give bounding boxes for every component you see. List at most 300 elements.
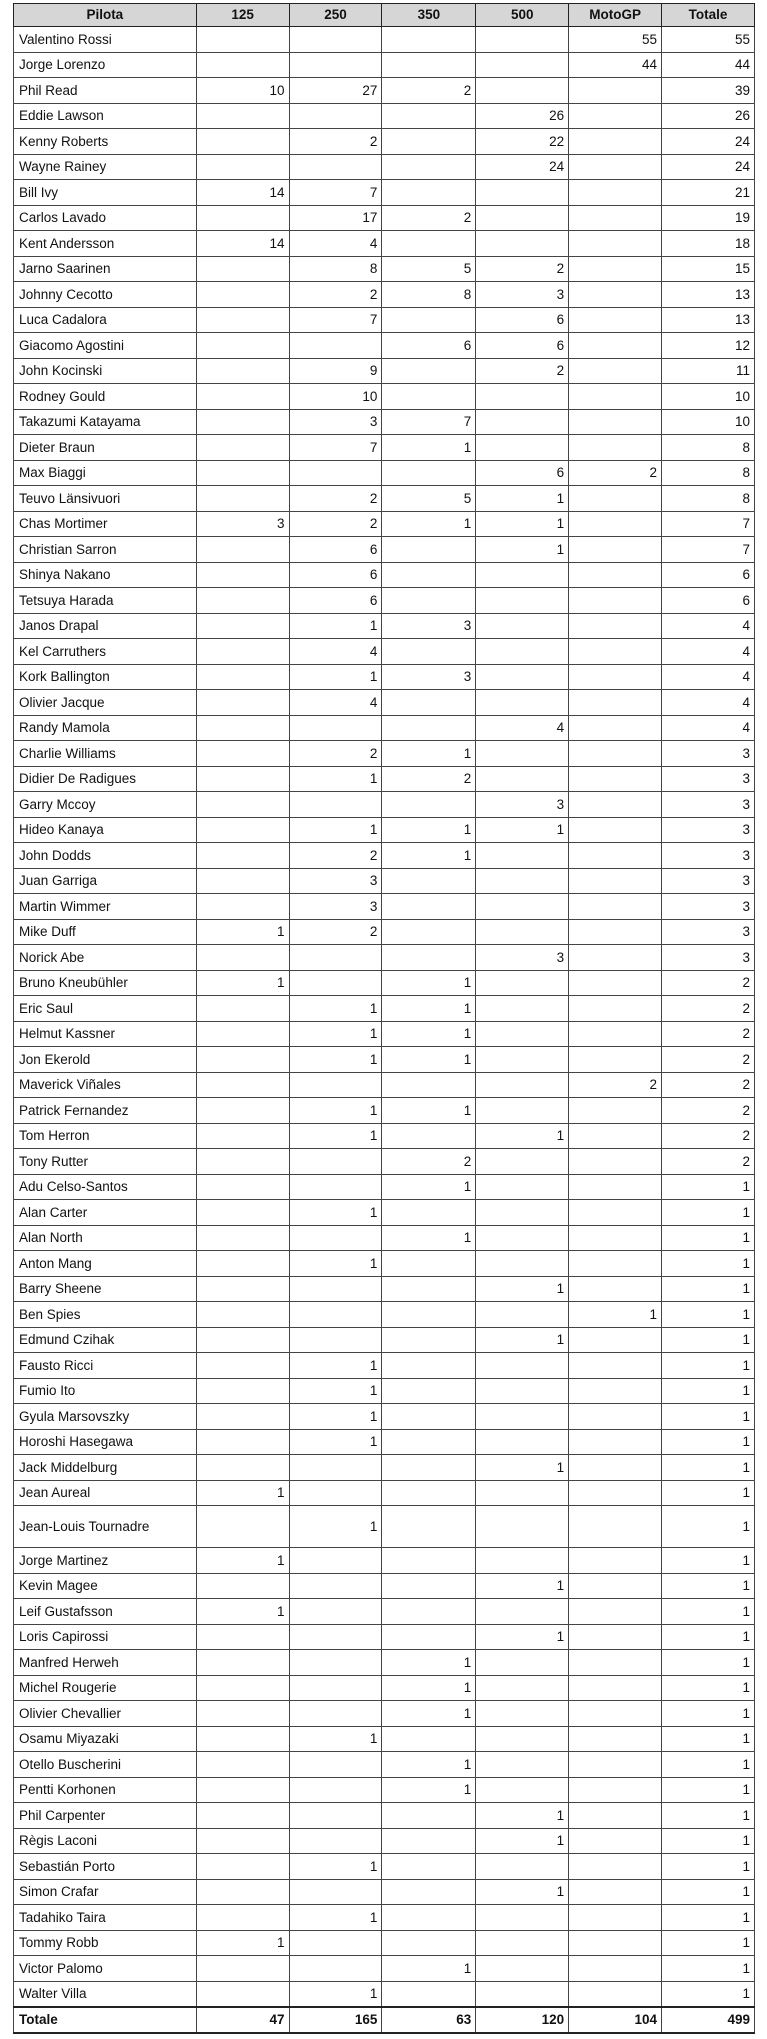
cell-motogp bbox=[569, 486, 662, 512]
cell-motogp: 44 bbox=[569, 52, 662, 78]
cell-motogp bbox=[569, 588, 662, 614]
cell-250: 1 bbox=[289, 1726, 382, 1752]
cell-350 bbox=[382, 868, 476, 894]
cell-totale: 3 bbox=[662, 843, 755, 869]
cell-totale: 24 bbox=[662, 129, 755, 155]
cell-motogp bbox=[569, 1506, 662, 1548]
table-row bbox=[14, 664, 755, 690]
cell-350 bbox=[382, 1123, 476, 1149]
cell-motogp: 1 bbox=[569, 1302, 662, 1328]
header-totale: Totale bbox=[662, 4, 755, 27]
cell-350 bbox=[382, 1981, 476, 2007]
cell-250: 1 bbox=[289, 996, 382, 1022]
cell-pilota: Bill Ivy bbox=[14, 180, 197, 206]
cell-totale: 2 bbox=[662, 1123, 755, 1149]
cell-500 bbox=[476, 1701, 569, 1727]
cell-350 bbox=[382, 537, 476, 563]
cell-totale: 7 bbox=[662, 537, 755, 563]
cell-pilota: Garry Mccoy bbox=[14, 792, 197, 818]
table-row bbox=[14, 613, 755, 639]
cell-250 bbox=[289, 154, 382, 180]
cell-motogp bbox=[569, 1149, 662, 1175]
cell-500 bbox=[476, 639, 569, 665]
cell-pilota: Edmund Czihak bbox=[14, 1327, 197, 1353]
cell-350: 1 bbox=[382, 1650, 476, 1676]
cell-motogp bbox=[569, 180, 662, 206]
table-row bbox=[14, 843, 755, 869]
cell-totale: 18 bbox=[662, 231, 755, 257]
cell-350 bbox=[382, 894, 476, 920]
cell-250 bbox=[289, 1276, 382, 1302]
cell-motogp: 55 bbox=[569, 27, 662, 53]
cell-totale: 2 bbox=[662, 996, 755, 1022]
cell-pilota: Phil Read bbox=[14, 78, 197, 104]
cell-125 bbox=[196, 741, 289, 767]
cell-350: 3 bbox=[382, 613, 476, 639]
cell-totale: 1 bbox=[662, 1327, 755, 1353]
cell-125 bbox=[196, 766, 289, 792]
cell-125 bbox=[196, 1650, 289, 1676]
cell-500: 3 bbox=[476, 945, 569, 971]
cell-250 bbox=[289, 715, 382, 741]
cell-350 bbox=[382, 180, 476, 206]
cell-motogp bbox=[569, 945, 662, 971]
footer-row bbox=[14, 2007, 755, 2033]
cell-pilota: Kent Andersson bbox=[14, 231, 197, 257]
cell-pilota: Teuvo Länsivuori bbox=[14, 486, 197, 512]
cell-motogp bbox=[569, 358, 662, 384]
cell-500: 6 bbox=[476, 307, 569, 333]
cell-250 bbox=[289, 1480, 382, 1506]
cell-250: 2 bbox=[289, 843, 382, 869]
cell-125 bbox=[196, 486, 289, 512]
cell-pilota: Manfred Herweh bbox=[14, 1650, 197, 1676]
cell-motogp bbox=[569, 1455, 662, 1481]
table-row bbox=[14, 1930, 755, 1956]
cell-pilota: Walter Villa bbox=[14, 1981, 197, 2007]
cell-250: 1 bbox=[289, 817, 382, 843]
cell-350 bbox=[382, 52, 476, 78]
cell-motogp bbox=[569, 1650, 662, 1676]
cell-250 bbox=[289, 1777, 382, 1803]
cell-125 bbox=[196, 1455, 289, 1481]
cell-125 bbox=[196, 282, 289, 308]
cell-125 bbox=[196, 562, 289, 588]
cell-125 bbox=[196, 154, 289, 180]
cell-125 bbox=[196, 1573, 289, 1599]
cell-totale: 1 bbox=[662, 1675, 755, 1701]
cell-350 bbox=[382, 307, 476, 333]
cell-motogp bbox=[569, 1726, 662, 1752]
cell-500 bbox=[476, 843, 569, 869]
cell-125: 1 bbox=[196, 1548, 289, 1574]
table-row bbox=[14, 537, 755, 563]
cell-250: 1 bbox=[289, 1404, 382, 1430]
cell-500 bbox=[476, 1404, 569, 1430]
cell-pilota: Olivier Chevallier bbox=[14, 1701, 197, 1727]
cell-500: 2 bbox=[476, 256, 569, 282]
cell-350: 1 bbox=[382, 1225, 476, 1251]
cell-motogp bbox=[569, 843, 662, 869]
cell-pilota: Tom Herron bbox=[14, 1123, 197, 1149]
cell-motogp bbox=[569, 1378, 662, 1404]
cell-motogp bbox=[569, 1828, 662, 1854]
table-row bbox=[14, 1905, 755, 1931]
cell-motogp bbox=[569, 919, 662, 945]
cell-motogp bbox=[569, 1404, 662, 1430]
cell-totale: 3 bbox=[662, 894, 755, 920]
cell-pilota: Alan North bbox=[14, 1225, 197, 1251]
footer-total-125: 47 bbox=[196, 2007, 289, 2033]
cell-500 bbox=[476, 1930, 569, 1956]
cell-350: 1 bbox=[382, 511, 476, 537]
cell-250: 1 bbox=[289, 1905, 382, 1931]
cell-pilota: Norick Abe bbox=[14, 945, 197, 971]
cell-350 bbox=[382, 1506, 476, 1548]
cell-totale: 1 bbox=[662, 1650, 755, 1676]
cell-pilota: Carlos Lavado bbox=[14, 205, 197, 231]
table-row bbox=[14, 333, 755, 359]
cell-pilota: Kork Ballington bbox=[14, 664, 197, 690]
cell-motogp bbox=[569, 409, 662, 435]
cell-pilota: Tommy Robb bbox=[14, 1930, 197, 1956]
table-row bbox=[14, 1752, 755, 1778]
cell-500 bbox=[476, 435, 569, 461]
cell-125 bbox=[196, 1174, 289, 1200]
cell-totale: 1 bbox=[662, 1174, 755, 1200]
cell-125 bbox=[196, 1251, 289, 1277]
cell-125 bbox=[196, 588, 289, 614]
table-row bbox=[14, 1047, 755, 1073]
cell-motogp bbox=[569, 1803, 662, 1829]
cell-pilota: Bruno Kneubühler bbox=[14, 970, 197, 996]
cell-pilota: Eddie Lawson bbox=[14, 103, 197, 129]
cell-totale: 12 bbox=[662, 333, 755, 359]
cell-totale: 1 bbox=[662, 1251, 755, 1277]
cell-totale: 10 bbox=[662, 384, 755, 410]
cell-motogp bbox=[569, 1930, 662, 1956]
cell-250: 6 bbox=[289, 562, 382, 588]
cell-350: 1 bbox=[382, 996, 476, 1022]
cell-motogp bbox=[569, 996, 662, 1022]
table-row bbox=[14, 1225, 755, 1251]
cell-500 bbox=[476, 1752, 569, 1778]
cell-500 bbox=[476, 180, 569, 206]
cell-350 bbox=[382, 1429, 476, 1455]
cell-totale: 44 bbox=[662, 52, 755, 78]
cell-pilota: Alan Carter bbox=[14, 1200, 197, 1226]
cell-250: 3 bbox=[289, 868, 382, 894]
cell-pilota: Didier De Radigues bbox=[14, 766, 197, 792]
cell-250: 2 bbox=[289, 741, 382, 767]
cell-totale: 6 bbox=[662, 588, 755, 614]
cell-125 bbox=[196, 256, 289, 282]
table-row bbox=[14, 1327, 755, 1353]
cell-motogp bbox=[569, 1777, 662, 1803]
cell-125 bbox=[196, 409, 289, 435]
cell-125: 1 bbox=[196, 1480, 289, 1506]
cell-250: 17 bbox=[289, 205, 382, 231]
table-row bbox=[14, 1701, 755, 1727]
cell-250: 6 bbox=[289, 588, 382, 614]
cell-125 bbox=[196, 1828, 289, 1854]
cell-250: 4 bbox=[289, 690, 382, 716]
cell-350: 1 bbox=[382, 970, 476, 996]
cell-pilota: Otello Buscherini bbox=[14, 1752, 197, 1778]
cell-pilota: Jean-Louis Tournadre bbox=[14, 1506, 197, 1548]
cell-pilota: Jorge Lorenzo bbox=[14, 52, 197, 78]
cell-totale: 7 bbox=[662, 511, 755, 537]
cell-350 bbox=[382, 1327, 476, 1353]
cell-totale: 3 bbox=[662, 945, 755, 971]
cell-350 bbox=[382, 1404, 476, 1430]
table-row bbox=[14, 792, 755, 818]
cell-500 bbox=[476, 1650, 569, 1676]
cell-500 bbox=[476, 27, 569, 53]
cell-350 bbox=[382, 690, 476, 716]
cell-125 bbox=[196, 1803, 289, 1829]
cell-250: 8 bbox=[289, 256, 382, 282]
cell-500 bbox=[476, 1956, 569, 1982]
cell-500 bbox=[476, 1981, 569, 2007]
cell-pilota: Eric Saul bbox=[14, 996, 197, 1022]
table-row bbox=[14, 1404, 755, 1430]
cell-500 bbox=[476, 409, 569, 435]
cell-250 bbox=[289, 1701, 382, 1727]
cell-250 bbox=[289, 1573, 382, 1599]
cell-125 bbox=[196, 690, 289, 716]
cell-totale: 10 bbox=[662, 409, 755, 435]
cell-125 bbox=[196, 129, 289, 155]
table-row bbox=[14, 511, 755, 537]
cell-125 bbox=[196, 1752, 289, 1778]
cell-500 bbox=[476, 1174, 569, 1200]
cell-125 bbox=[196, 868, 289, 894]
cell-pilota: John Kocinski bbox=[14, 358, 197, 384]
cell-250 bbox=[289, 52, 382, 78]
cell-motogp bbox=[569, 307, 662, 333]
cell-250: 1 bbox=[289, 1981, 382, 2007]
cell-motogp bbox=[569, 537, 662, 563]
cell-500 bbox=[476, 1378, 569, 1404]
cell-350: 1 bbox=[382, 843, 476, 869]
cell-totale: 1 bbox=[662, 1455, 755, 1481]
cell-350 bbox=[382, 358, 476, 384]
cell-totale: 2 bbox=[662, 970, 755, 996]
cell-125 bbox=[196, 1404, 289, 1430]
cell-350: 2 bbox=[382, 766, 476, 792]
cell-pilota: Fausto Ricci bbox=[14, 1353, 197, 1379]
cell-250: 1 bbox=[289, 1200, 382, 1226]
cell-totale: 3 bbox=[662, 868, 755, 894]
cell-500 bbox=[476, 1777, 569, 1803]
cell-125 bbox=[196, 435, 289, 461]
cell-500 bbox=[476, 1098, 569, 1124]
cell-motogp bbox=[569, 1752, 662, 1778]
cell-250: 3 bbox=[289, 409, 382, 435]
cell-125 bbox=[196, 1149, 289, 1175]
cell-motogp bbox=[569, 1981, 662, 2007]
cell-125 bbox=[196, 52, 289, 78]
cell-pilota: Victor Palomo bbox=[14, 1956, 197, 1982]
cell-500 bbox=[476, 1251, 569, 1277]
cell-250 bbox=[289, 1752, 382, 1778]
cell-500 bbox=[476, 1548, 569, 1574]
footer-total-motogp: 104 bbox=[569, 2007, 662, 2033]
cell-350 bbox=[382, 384, 476, 410]
cell-500: 22 bbox=[476, 129, 569, 155]
cell-125 bbox=[196, 1981, 289, 2007]
cell-250: 27 bbox=[289, 78, 382, 104]
cell-totale: 13 bbox=[662, 307, 755, 333]
cell-pilota: Shinya Nakano bbox=[14, 562, 197, 588]
cell-500: 2 bbox=[476, 358, 569, 384]
cell-350 bbox=[382, 1480, 476, 1506]
cell-motogp bbox=[569, 1956, 662, 1982]
cell-250: 2 bbox=[289, 511, 382, 537]
cell-250: 1 bbox=[289, 1429, 382, 1455]
cell-250: 1 bbox=[289, 1506, 382, 1548]
cell-250: 1 bbox=[289, 613, 382, 639]
cell-pilota: Takazumi Katayama bbox=[14, 409, 197, 435]
cell-350: 2 bbox=[382, 1149, 476, 1175]
cell-500: 6 bbox=[476, 333, 569, 359]
table-row bbox=[14, 78, 755, 104]
cell-125: 3 bbox=[196, 511, 289, 537]
cell-125 bbox=[196, 1302, 289, 1328]
cell-250: 7 bbox=[289, 180, 382, 206]
table-row bbox=[14, 1548, 755, 1574]
cell-pilota: Hideo Kanaya bbox=[14, 817, 197, 843]
cell-pilota: Giacomo Agostini bbox=[14, 333, 197, 359]
cell-125 bbox=[196, 1675, 289, 1701]
table-row bbox=[14, 1879, 755, 1905]
cell-pilota: Valentino Rossi bbox=[14, 27, 197, 53]
cell-350 bbox=[382, 1803, 476, 1829]
cell-pilota: Fumio Ito bbox=[14, 1378, 197, 1404]
cell-250: 7 bbox=[289, 435, 382, 461]
cell-125 bbox=[196, 1072, 289, 1098]
cell-250 bbox=[289, 1548, 382, 1574]
table-row bbox=[14, 1072, 755, 1098]
cell-pilota: Adu Celso-Santos bbox=[14, 1174, 197, 1200]
cell-500 bbox=[476, 996, 569, 1022]
cell-500 bbox=[476, 766, 569, 792]
cell-500 bbox=[476, 1047, 569, 1073]
cell-motogp bbox=[569, 1854, 662, 1880]
cell-125 bbox=[196, 894, 289, 920]
cell-500: 1 bbox=[476, 511, 569, 537]
cell-totale: 2 bbox=[662, 1098, 755, 1124]
cell-motogp bbox=[569, 562, 662, 588]
table-row bbox=[14, 919, 755, 945]
cell-350 bbox=[382, 1879, 476, 1905]
cell-125 bbox=[196, 1854, 289, 1880]
cell-500: 1 bbox=[476, 1455, 569, 1481]
cell-500 bbox=[476, 52, 569, 78]
cell-125 bbox=[196, 1200, 289, 1226]
cell-motogp bbox=[569, 613, 662, 639]
table-row bbox=[14, 1480, 755, 1506]
table-row bbox=[14, 1276, 755, 1302]
cell-350 bbox=[382, 1072, 476, 1098]
cell-250 bbox=[289, 1599, 382, 1625]
cell-125 bbox=[196, 792, 289, 818]
cell-pilota: Règis Laconi bbox=[14, 1828, 197, 1854]
table-row bbox=[14, 256, 755, 282]
cell-500: 3 bbox=[476, 282, 569, 308]
cell-pilota: Simon Crafar bbox=[14, 1879, 197, 1905]
cell-350: 1 bbox=[382, 1701, 476, 1727]
cell-250 bbox=[289, 970, 382, 996]
table-row bbox=[14, 1956, 755, 1982]
table-footer bbox=[14, 2007, 755, 2033]
cell-pilota: Kevin Magee bbox=[14, 1573, 197, 1599]
cell-500: 1 bbox=[476, 1573, 569, 1599]
table-row bbox=[14, 205, 755, 231]
cell-pilota: Kenny Roberts bbox=[14, 129, 197, 155]
cell-500 bbox=[476, 1675, 569, 1701]
table-row bbox=[14, 1302, 755, 1328]
cell-350 bbox=[382, 460, 476, 486]
cell-totale: 3 bbox=[662, 792, 755, 818]
cell-250 bbox=[289, 1803, 382, 1829]
cell-500: 1 bbox=[476, 817, 569, 843]
table-row bbox=[14, 1624, 755, 1650]
cell-250: 1 bbox=[289, 1021, 382, 1047]
cell-pilota: Rodney Gould bbox=[14, 384, 197, 410]
cell-500 bbox=[476, 1429, 569, 1455]
cell-250: 1 bbox=[289, 766, 382, 792]
cell-125 bbox=[196, 1225, 289, 1251]
table-row bbox=[14, 945, 755, 971]
cell-motogp bbox=[569, 1429, 662, 1455]
cell-125 bbox=[196, 1777, 289, 1803]
table-row bbox=[14, 1506, 755, 1548]
cell-totale: 55 bbox=[662, 27, 755, 53]
footer-total-500: 120 bbox=[476, 2007, 569, 2033]
cell-250 bbox=[289, 1828, 382, 1854]
header-250: 250 bbox=[289, 4, 382, 27]
cell-500 bbox=[476, 894, 569, 920]
cell-totale: 1 bbox=[662, 1879, 755, 1905]
cell-totale: 1 bbox=[662, 1803, 755, 1829]
cell-125 bbox=[196, 1879, 289, 1905]
cell-motogp bbox=[569, 511, 662, 537]
cell-pilota: Jean Aureal bbox=[14, 1480, 197, 1506]
cell-500 bbox=[476, 205, 569, 231]
cell-500 bbox=[476, 1480, 569, 1506]
cell-pilota: Charlie Williams bbox=[14, 741, 197, 767]
cell-500 bbox=[476, 868, 569, 894]
cell-totale: 1 bbox=[662, 1200, 755, 1226]
cell-motogp bbox=[569, 792, 662, 818]
cell-250: 9 bbox=[289, 358, 382, 384]
table-row bbox=[14, 1599, 755, 1625]
table-row bbox=[14, 639, 755, 665]
cell-motogp bbox=[569, 664, 662, 690]
table-row bbox=[14, 1777, 755, 1803]
table-row bbox=[14, 1021, 755, 1047]
cell-totale: 3 bbox=[662, 741, 755, 767]
cell-350 bbox=[382, 1302, 476, 1328]
cell-250 bbox=[289, 1302, 382, 1328]
table-row bbox=[14, 231, 755, 257]
cell-pilota: Martin Wimmer bbox=[14, 894, 197, 920]
cell-motogp bbox=[569, 231, 662, 257]
cell-motogp: 2 bbox=[569, 460, 662, 486]
table-row bbox=[14, 1429, 755, 1455]
